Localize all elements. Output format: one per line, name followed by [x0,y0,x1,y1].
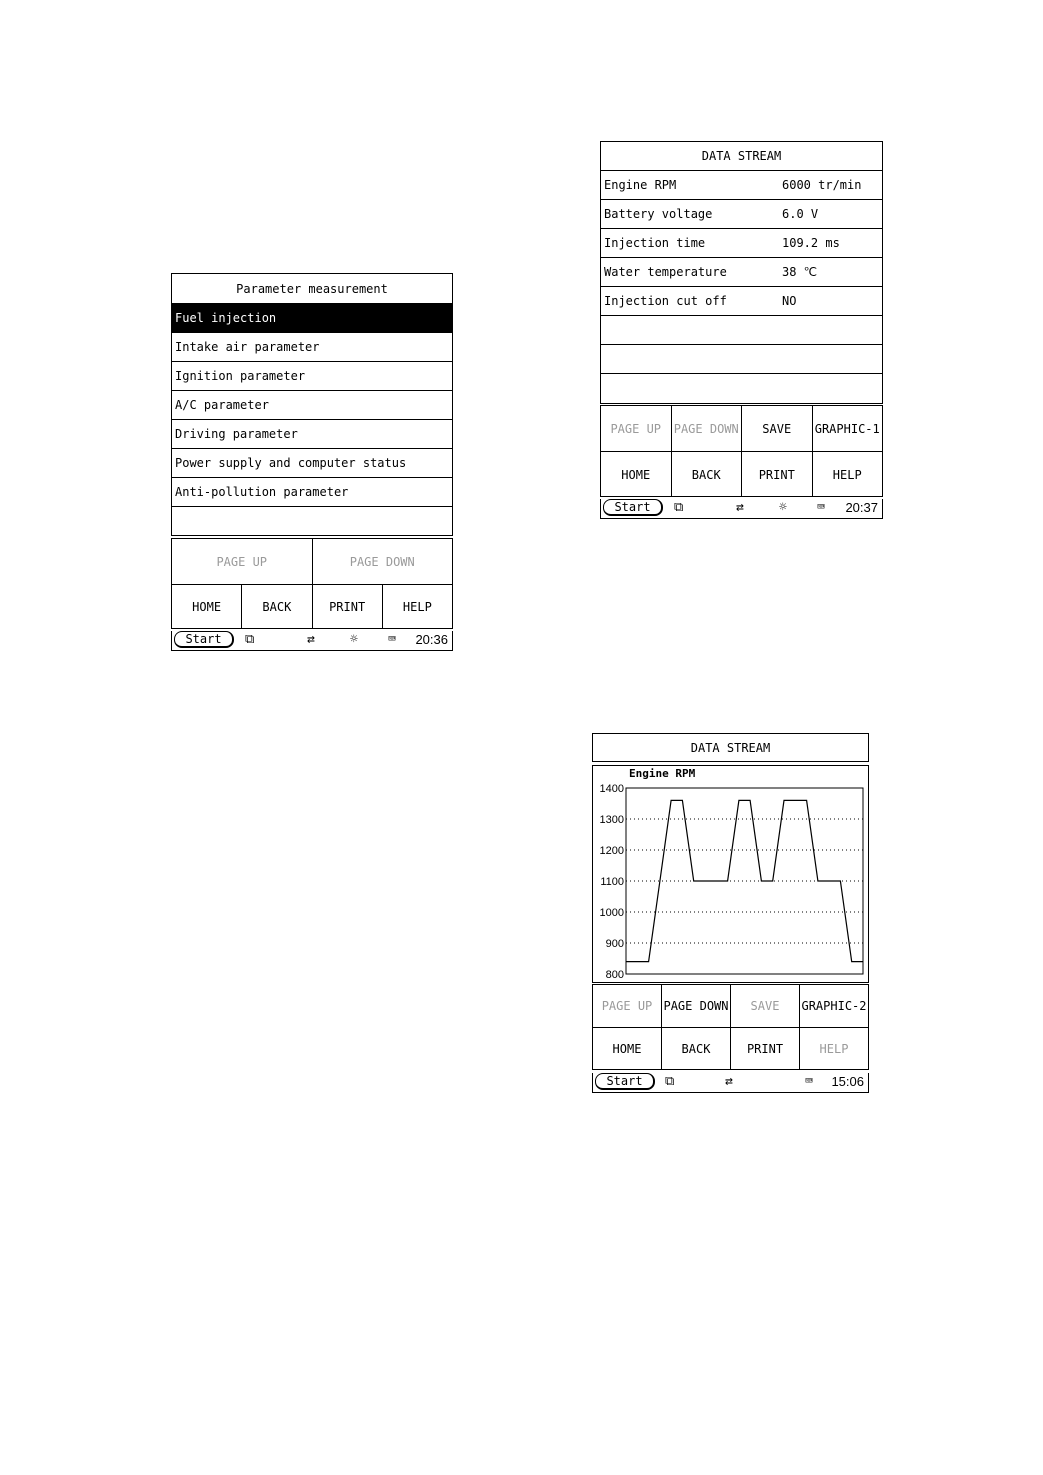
start-button[interactable]: Start [595,1073,655,1090]
window-icon[interactable]: ⧉ [245,632,255,647]
row-value: NO [782,294,797,308]
brightness-icon[interactable]: ☼ [350,632,358,647]
home-button[interactable]: HOME [621,467,651,482]
row-value: 6.0 V [782,207,819,221]
menu-item-label: Driving parameter [175,427,298,441]
menu-item-anti-pollution[interactable] [172,478,452,507]
back-button[interactable]: BACK [661,1028,730,1070]
rpm-chart [593,766,868,982]
taskbar [171,631,453,651]
keyboard-icon[interactable]: ⌨ [817,500,825,515]
clock: 15:06 [831,1074,864,1089]
back-button[interactable]: BACK [671,452,742,497]
taskbar [600,499,883,519]
title-text: DATA STREAM [701,149,782,163]
sync-icon[interactable]: ⇄ [736,500,744,515]
start-button[interactable]: Start [603,499,663,516]
page-down-button[interactable]: PAGE DOWN [671,406,742,451]
screen-data-stream [600,141,883,519]
screen-title [592,733,869,762]
graphic-button[interactable]: GRAPHIC-2 [799,985,868,1027]
row-value: 38 ℃ [782,265,818,279]
menu-item-label: Fuel injection [175,311,277,325]
row-name: Water temperature [604,265,727,279]
parameter-menu [171,304,453,536]
y-tick-label: 1300 [599,814,624,826]
home-button[interactable]: HOME [192,600,222,614]
brightness-icon[interactable]: ☼ [779,500,787,515]
keyboard-icon[interactable]: ⌨ [388,632,396,647]
row-value: 6000 tr/min [782,178,862,192]
menu-item-label: Ignition parameter [175,369,306,383]
series-line [626,800,863,961]
print-button[interactable]: PRINT [730,1028,799,1070]
print-button[interactable]: PRINT [312,585,382,629]
graph-panel [592,765,869,983]
button-panel [600,405,883,497]
clock: 20:36 [415,632,448,647]
table-row [601,171,882,200]
menu-item-power-supply[interactable] [172,449,452,478]
chart-title: Engine RPM [629,767,696,780]
menu-item-ignition[interactable] [172,362,452,391]
help-button[interactable]: HELP [812,452,883,497]
menu-item-label: Intake air parameter [175,340,320,354]
sync-icon[interactable]: ⇄ [307,632,315,647]
page-up-button[interactable]: PAGE UP [610,421,662,436]
save-button[interactable]: SAVE [741,406,812,451]
menu-item-ac[interactable] [172,391,452,420]
menu-item-label: Power supply and computer status [175,456,407,470]
y-tick-label: 800 [605,969,624,981]
title-text: Parameter measurement [236,281,388,296]
row-name: Battery voltage [604,207,713,221]
help-button[interactable]: HELP [382,585,452,629]
home-button[interactable]: HOME [612,1042,642,1056]
y-tick-label: 1000 [599,907,624,919]
table-row [601,345,882,374]
screen-parameter-measurement [171,273,453,651]
window-icon[interactable]: ⧉ [665,1074,675,1089]
menu-item-intake-air[interactable] [172,333,452,362]
button-panel [171,538,453,629]
screen-data-stream-graph [592,733,869,1093]
print-button[interactable]: PRINT [741,452,812,497]
help-button[interactable]: HELP [799,1028,868,1070]
y-tick-label: 900 [605,938,624,950]
table-row [601,316,882,345]
graphic-button[interactable]: GRAPHIC-1 [812,406,883,451]
menu-item-label: Anti-pollution parameter [175,485,349,499]
title-text: DATA STREAM [690,740,771,755]
y-tick-label: 1100 [600,876,624,888]
page-down-button[interactable]: PAGE DOWN [661,985,730,1027]
row-value: 109.2 ms [782,236,840,250]
save-button[interactable]: SAVE [730,985,799,1027]
back-button[interactable]: BACK [241,585,311,629]
sync-icon[interactable]: ⇄ [725,1074,733,1089]
page-up-button[interactable]: PAGE UP [601,999,653,1013]
row-name: Injection time [604,236,706,250]
y-tick-label: 1400 [599,783,624,795]
menu-item-driving[interactable] [172,420,452,449]
y-tick-label: 1200 [599,845,624,857]
page-up-button[interactable]: PAGE UP [216,554,268,569]
row-name: Injection cut off [604,294,727,308]
keyboard-icon[interactable]: ⌨ [805,1074,813,1089]
table-row [601,258,882,287]
table-row [601,200,882,229]
table-row [601,287,882,316]
row-name: Engine RPM [604,178,677,192]
data-table [600,171,883,404]
start-button[interactable]: Start [174,631,234,648]
clock: 20:37 [845,500,878,515]
page-down-button[interactable]: PAGE DOWN [312,539,453,584]
table-row [601,229,882,258]
menu-item-fuel-injection[interactable] [172,304,452,333]
menu-item-label: A/C parameter [175,398,269,412]
table-row [601,374,882,403]
window-icon[interactable]: ⧉ [674,500,684,515]
screen-title [600,141,883,171]
button-panel [592,984,869,1070]
menu-item-empty [172,507,452,536]
screen-title [171,273,453,304]
taskbar [592,1073,869,1093]
